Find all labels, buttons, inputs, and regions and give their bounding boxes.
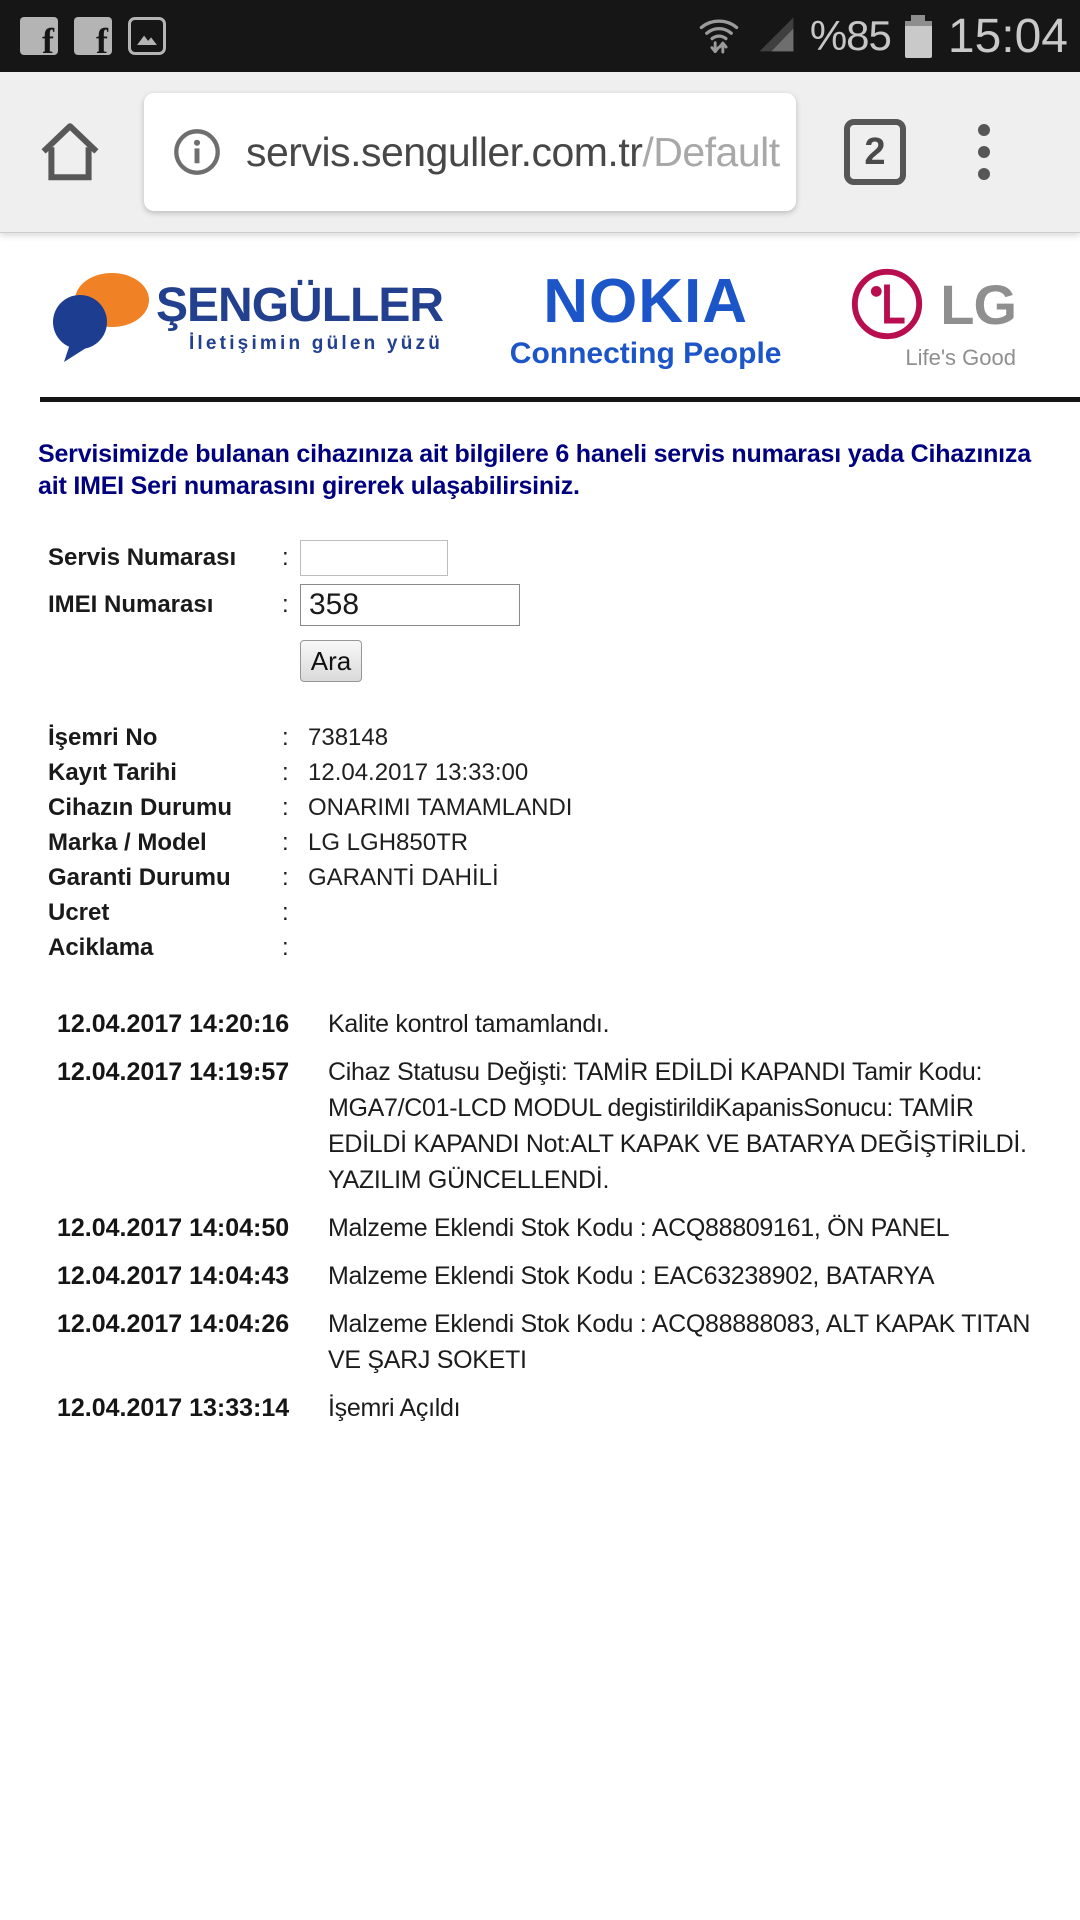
colon: : [282,829,289,856]
battery-icon [905,15,932,58]
colon: : [282,934,289,961]
colon: : [282,591,289,618]
colon: : [282,759,289,786]
detail-row [0,829,1080,857]
notification-icons [20,17,166,55]
history-timestamp: 12.04.2017 14:04:26 [57,1310,290,1338]
url-text [246,129,780,176]
facebook-notification-icon: f [20,17,58,55]
url-bar[interactable] [144,93,796,211]
lg-tagline: Life's Good [905,345,1016,370]
browser-toolbar [0,72,1080,233]
colon: : [282,794,289,821]
battery-percent: %85 [809,12,891,59]
history-timestamp: 12.04.2017 13:33:14 [57,1394,290,1422]
home-button[interactable] [34,115,106,189]
history-entry [0,1210,1080,1246]
history-description: Malzeme Eklendi Stok Kodu : ACQ88888083, ALT KAPAK TITAN VE ŞARJ SOKETI [328,1310,1031,1374]
senguller-logo [48,270,443,366]
history-description: Kalite kontrol tamamlandı. [328,1010,610,1038]
status-bar-clock: 15:04 [947,9,1068,63]
detail-label: Garanti Durumu [48,864,231,891]
imei-number-label: IMEI Numarası [48,591,214,618]
imei-number-input[interactable] [300,584,520,626]
detail-value: 12.04.2017 13:33:00 [308,759,529,786]
header-divider [40,397,1080,402]
detail-value: GARANTİ DAHİLİ [308,864,499,891]
search-button-row [0,634,1080,682]
nokia-logo [509,267,782,371]
history-entry [0,1054,1080,1198]
detail-row [0,759,1080,787]
detail-label: Kayıt Tarihi [48,759,177,786]
menu-dot [978,146,990,158]
imei-number-row [0,584,1080,626]
history-timestamp: 12.04.2017 14:20:16 [57,1010,290,1038]
colon: : [282,864,289,891]
history-entry [0,1306,1080,1378]
detail-label: Marka / Model [48,829,207,856]
history-timestamp: 12.04.2017 14:04:43 [57,1262,290,1290]
history-entry [0,1258,1080,1294]
detail-row [0,934,1080,962]
page-info-icon[interactable] [170,125,224,179]
servis-number-label: Servis Numarası [48,544,237,571]
search-form [0,540,1080,682]
tab-count: 2 [864,130,886,173]
nokia-wordmark: NOKIA [543,267,749,336]
servis-number-row [0,540,1080,576]
colon: : [282,724,289,751]
wifi-icon [696,11,742,62]
history-entry [0,1390,1080,1426]
home-icon [34,115,106,189]
detail-row [0,794,1080,822]
service-details [0,724,1080,962]
signal-strength-icon [754,12,798,61]
detail-value: ONARIMI TAMAMLANDI [308,794,573,821]
intro-text: Servisimizde bulanan cihazınıza ait bilgilere 6 haneli servis numarası yada Cihazınıza ait IMEI Seri numarasını girerek ulaşabilirsiniz. [38,440,1031,500]
history-description: Cihaz Statusu Değişti: TAMİR EDİLDİ KAPANDI Tamir Kodu: MGA7/C01-LCD MODUL degistirildiKapanisSonucu: TAMİR EDİLDİ KAPANDI Not:ALT KAPAK VE BATARYA DEĞİŞTİRİLDİ. YAZILIM GÜNCELLENDİ. [328,1058,1027,1194]
gallery-notification-icon [128,17,166,55]
detail-row [0,864,1080,892]
menu-dot [978,124,990,136]
senguller-logo-icon [48,270,152,366]
nokia-tagline: Connecting People [509,337,782,370]
lg-wordmark: LG [940,272,1016,336]
senguller-tagline: İletişimin gülen yüzü [188,332,444,354]
android-status-bar [0,0,1080,72]
detail-label: Ucret [48,899,110,926]
system-status-icons [696,9,1068,64]
detail-value: 738148 [308,724,389,751]
detail-label: Aciklama [48,934,154,961]
history-description: Malzeme Eklendi Stok Kodu : ACQ88809161, ÖN PANEL [328,1214,950,1242]
servis-number-input[interactable] [300,540,448,576]
url-host: servis.senguller.com.tr [246,128,643,175]
history-description: Malzeme Eklendi Stok Kodu : EAC63238902, BATARYA [328,1262,935,1290]
detail-value: LG LGH850TR [308,829,469,856]
detail-label: İşemri No [48,724,158,751]
history-description: İşemri Açıldı [328,1394,461,1422]
colon: : [282,544,289,571]
tab-switcher-button[interactable] [844,119,906,185]
facebook-notification-icon: f [74,17,112,55]
lg-logo [848,265,1016,371]
service-history [0,1006,1080,1426]
detail-label: Cihazın Durumu [48,794,232,821]
search-button[interactable]: Ara [300,640,362,682]
detail-row [0,899,1080,927]
menu-dot [978,168,990,180]
overflow-menu-button[interactable] [970,116,998,188]
brand-logo-row [0,233,1080,383]
url-path: /Default [642,128,780,175]
history-entry [0,1006,1080,1042]
senguller-wordmark: ŞENGÜLLER [156,278,444,332]
colon: : [282,899,289,926]
history-timestamp: 12.04.2017 14:04:50 [57,1214,290,1242]
history-timestamp: 12.04.2017 14:19:57 [57,1058,290,1086]
page-content [0,233,1080,1426]
lg-logo-icon [848,265,926,343]
detail-row [0,724,1080,752]
